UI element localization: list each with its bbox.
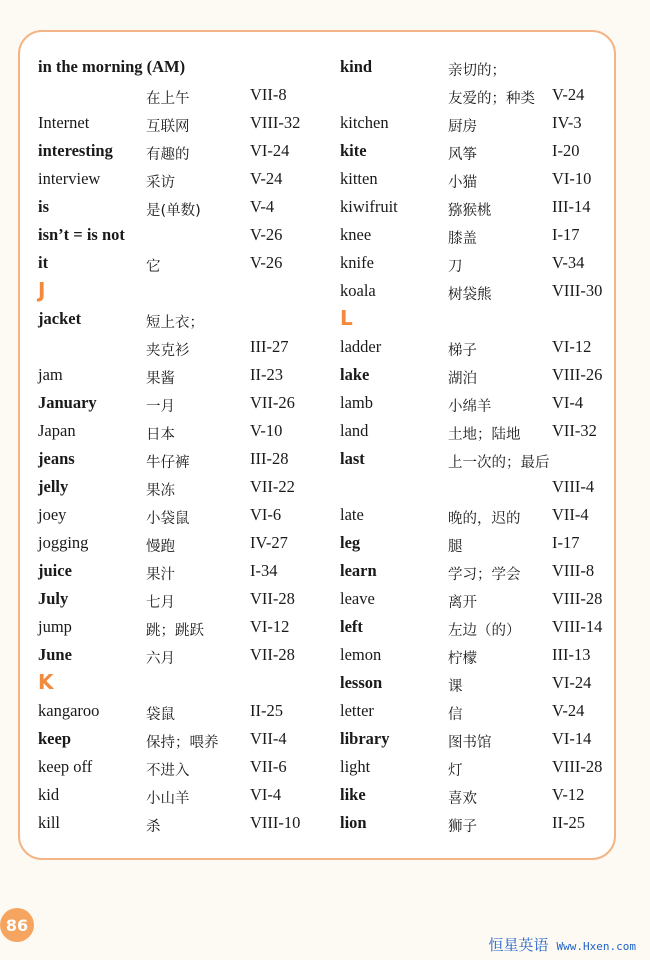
entry-lesson-ref: I-17: [552, 533, 580, 552]
entry-word: koala: [340, 281, 376, 300]
entry-word: it: [38, 253, 49, 272]
entry-word: lemon: [340, 645, 382, 664]
entry-word: jump: [38, 617, 72, 636]
entry-lesson-ref: VIII-26: [552, 365, 603, 384]
entry-word: isn’t = is not: [38, 225, 125, 244]
entry-lesson-ref: III-13: [552, 645, 591, 664]
entry-meaning: 一月: [146, 399, 175, 415]
entry-meaning: 跳；跳跃: [146, 623, 204, 639]
entry-lesson-ref: VIII-28: [552, 757, 603, 776]
entry-meaning: 狮子: [448, 819, 477, 835]
entry-word: kite: [340, 141, 367, 160]
entry-lesson-ref: VII-22: [250, 477, 295, 496]
entry-word: ladder: [340, 337, 382, 356]
entry-word: is: [38, 197, 50, 216]
entry-meaning: 亲切的；: [448, 63, 506, 79]
entry-word: June: [38, 645, 72, 664]
entry-meaning: 夹克衫: [146, 343, 190, 359]
entry-word: leave: [340, 589, 375, 608]
entry-meaning: 小袋鼠: [146, 511, 190, 527]
entry-lesson-ref: VIII-14: [552, 617, 603, 636]
entry-meaning: 梯子: [448, 343, 477, 359]
entry-word: like: [340, 785, 366, 804]
entry-meaning: 腿: [448, 539, 463, 555]
entry-word: kitten: [340, 169, 378, 188]
entry-word: lion: [340, 813, 367, 832]
watermark[interactable]: [489, 934, 637, 955]
watermark-url[interactable]: Www.Hxen.com: [556, 940, 636, 953]
entry-meaning: 牛仔裤: [146, 455, 190, 471]
entry-word: lake: [340, 365, 370, 384]
entry-word: library: [340, 729, 390, 748]
entry-word: kitchen: [340, 113, 389, 132]
entry-lesson-ref: III-28: [250, 449, 289, 468]
entry-meaning: 左边（的）: [448, 623, 521, 639]
entry-word: jam: [38, 365, 63, 384]
entry-word: last: [340, 449, 365, 468]
entry-word: jogging: [38, 533, 89, 552]
watermark-brand: 恒星英语: [488, 936, 549, 954]
entry-lesson-ref: VIII-4: [552, 477, 595, 496]
entry-meaning: 有趣的: [146, 147, 190, 163]
entry-word: light: [340, 757, 371, 776]
entry-lesson-ref: VIII-30: [552, 281, 603, 300]
entry-meaning: 小山羊: [146, 791, 190, 807]
entry-meaning: 膝盖: [448, 231, 477, 247]
entry-lesson-ref: III-27: [250, 337, 289, 356]
entry-meaning: 厨房: [448, 119, 477, 135]
entry-meaning: 短上衣；: [146, 315, 204, 331]
entry-word: knee: [340, 225, 372, 244]
entry-lesson-ref: I-20: [552, 141, 580, 160]
entry-word: juice: [38, 561, 72, 580]
entry-meaning: 保持；喂养: [146, 735, 219, 751]
entry-meaning: 树袋熊: [448, 287, 492, 303]
entry-lesson-ref: VI-4: [552, 393, 584, 412]
entry-meaning: 柠檬: [448, 651, 477, 667]
entry-lesson-ref: VII-28: [250, 645, 295, 664]
section-letter: K: [38, 670, 54, 694]
entry-lesson-ref: V-26: [250, 253, 283, 272]
entry-meaning: 不进入: [146, 763, 190, 779]
entry-word: keep off: [38, 757, 93, 776]
entry-lesson-ref: VI-10: [552, 169, 592, 188]
glossary-card: [18, 30, 616, 860]
entry-lesson-ref: V-26: [250, 225, 283, 244]
entry-meaning: 果冻: [146, 483, 175, 499]
entry-meaning: 湖泊: [448, 371, 477, 387]
entry-word: lesson: [340, 673, 383, 692]
entry-word: left: [340, 617, 363, 636]
entry-word: late: [340, 505, 364, 524]
entry-lesson-ref: II-25: [250, 701, 283, 720]
entry-word: July: [38, 589, 69, 608]
entry-word: Internet: [38, 113, 90, 132]
entry-word: kangaroo: [38, 701, 100, 720]
entry-lesson-ref: V-12: [552, 785, 585, 804]
entry-word: kid: [38, 785, 60, 804]
entry-lesson-ref: IV-27: [250, 533, 288, 552]
entry-lesson-ref: VIII-32: [250, 113, 301, 132]
entry-meaning: 袋鼠: [146, 707, 175, 723]
entry-word: January: [38, 393, 97, 412]
entry-lesson-ref: IV-3: [552, 113, 582, 132]
entry-word: jacket: [38, 309, 82, 328]
entry-word: Japan: [38, 421, 76, 440]
entry-lesson-ref: VII-4: [250, 729, 287, 748]
section-letter: J: [38, 278, 46, 302]
entry-meaning: 在上午: [146, 91, 190, 107]
entry-meaning: 离开: [448, 595, 477, 611]
entry-lesson-ref: VI-12: [552, 337, 592, 356]
entry-word: kill: [38, 813, 61, 832]
entry-meaning: 晚的，迟的: [448, 511, 521, 527]
entry-lesson-ref: VII-4: [552, 505, 589, 524]
entry-word: keep: [38, 729, 71, 748]
entry-meaning: 课: [448, 679, 463, 695]
entry-lesson-ref: I-17: [552, 225, 580, 244]
entry-word: interesting: [38, 141, 113, 160]
entry-word: kind: [340, 57, 373, 76]
entry-meaning: 小猫: [448, 175, 477, 191]
entry-meaning: 杀: [146, 819, 161, 835]
entry-word: learn: [340, 561, 377, 580]
entry-meaning: 刀: [448, 259, 463, 275]
entry-lesson-ref: VII-8: [250, 85, 287, 104]
entry-meaning: 学习；学会: [448, 567, 521, 583]
entry-lesson-ref: V-24: [552, 85, 585, 104]
entry-lesson-ref: II-25: [552, 813, 585, 832]
entry-word: letter: [340, 701, 374, 720]
entry-meaning: 是(单数): [146, 203, 201, 219]
entry-lesson-ref: II-23: [250, 365, 283, 384]
entry-word: in the morning (AM): [38, 57, 186, 76]
entry-meaning: 风筝: [448, 147, 477, 163]
entry-word: land: [340, 421, 369, 440]
entry-word: leg: [340, 533, 361, 552]
entry-lesson-ref: VII-32: [552, 421, 597, 440]
entry-word: interview: [38, 169, 101, 188]
entry-meaning: 图书馆: [448, 735, 492, 751]
entry-lesson-ref: I-34: [250, 561, 278, 580]
entry-meaning: 土地；陆地: [448, 427, 521, 443]
entry-lesson-ref: VI-12: [250, 617, 290, 636]
entry-lesson-ref: VI-4: [250, 785, 282, 804]
entry-lesson-ref: VIII-8: [552, 561, 595, 580]
entry-lesson-ref: VII-28: [250, 589, 295, 608]
page-number-badge: 86: [0, 908, 34, 942]
section-letter: L: [340, 306, 353, 330]
entry-lesson-ref: V-4: [250, 197, 275, 216]
entry-meaning: 它: [146, 259, 161, 275]
entry-lesson-ref: VII-26: [250, 393, 295, 412]
entry-lesson-ref: VIII-28: [552, 589, 603, 608]
entry-meaning: 果汁: [146, 567, 175, 583]
entry-meaning: 喜欢: [448, 791, 477, 807]
entry-meaning: 七月: [146, 595, 175, 611]
entry-lesson-ref: VIII-10: [250, 813, 301, 832]
entry-word: jeans: [38, 449, 75, 468]
entry-meaning: 友爱的；种类: [448, 91, 535, 107]
entry-lesson-ref: V-24: [552, 701, 585, 720]
entry-word: knife: [340, 253, 374, 272]
entry-meaning: 果酱: [146, 371, 175, 387]
entry-meaning: 互联网: [146, 119, 190, 135]
entry-lesson-ref: V-10: [250, 421, 283, 440]
entry-meaning: 慢跑: [146, 539, 175, 555]
entry-lesson-ref: VI-24: [250, 141, 290, 160]
entry-word: joey: [38, 505, 67, 524]
entry-lesson-ref: V-24: [250, 169, 283, 188]
entry-lesson-ref: VI-6: [250, 505, 282, 524]
entry-lesson-ref: VI-14: [552, 729, 592, 748]
entry-lesson-ref: III-14: [552, 197, 591, 216]
entry-word: kiwifruit: [340, 197, 398, 216]
entry-word: lamb: [340, 393, 373, 412]
entry-meaning: 采访: [146, 175, 175, 191]
entry-lesson-ref: VII-6: [250, 757, 287, 776]
entry-meaning: 信: [448, 707, 463, 723]
entry-meaning: 日本: [146, 427, 175, 443]
entry-meaning: 六月: [146, 651, 175, 667]
entry-meaning: 上一次的；最后: [448, 455, 550, 471]
entry-lesson-ref: V-34: [552, 253, 585, 272]
entry-meaning: 小绵羊: [448, 399, 492, 415]
entry-word: jelly: [38, 477, 69, 496]
entry-meaning: 灯: [448, 763, 463, 779]
entry-meaning: 猕猴桃: [448, 203, 492, 219]
entry-lesson-ref: VI-24: [552, 673, 592, 692]
